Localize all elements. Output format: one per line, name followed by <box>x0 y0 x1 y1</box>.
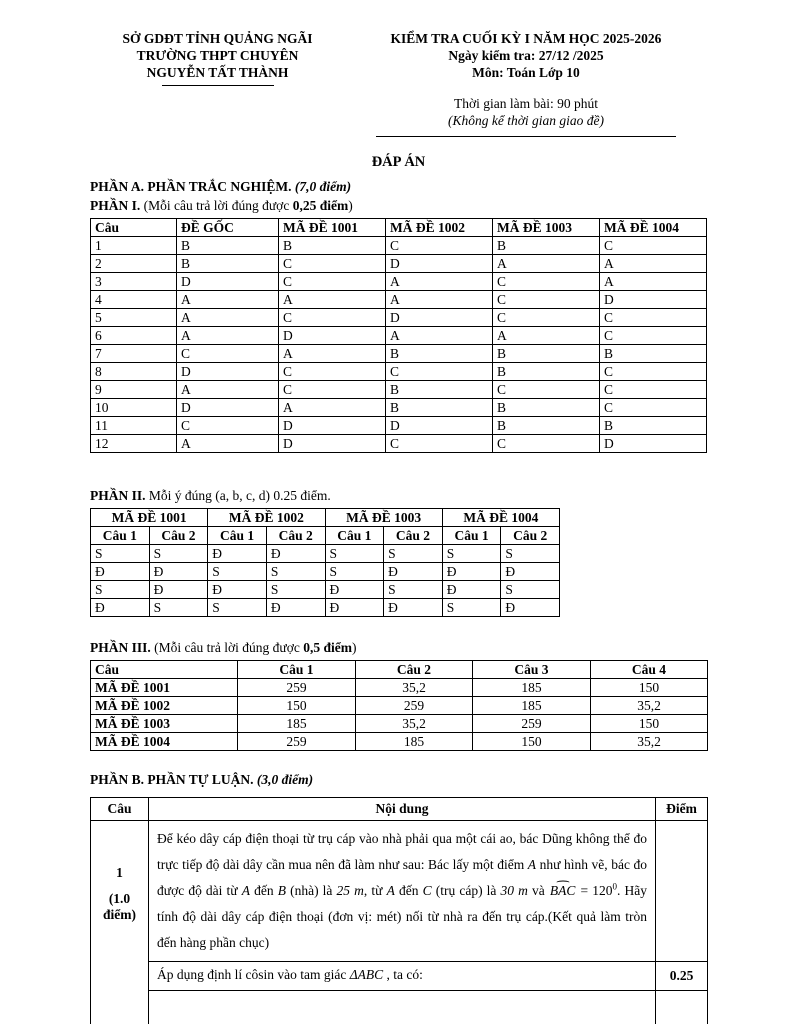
page-title: ĐÁP ÁN <box>371 154 426 170</box>
part-1-desc-points: 0,25 điểm <box>292 198 349 213</box>
table-cell: B <box>493 237 600 255</box>
table-row <box>91 581 560 599</box>
problem-text: (trụ cáp) là <box>431 883 501 898</box>
table-row <box>91 381 707 399</box>
table-cell: A <box>177 327 279 345</box>
part-3-heading <box>90 639 707 657</box>
col-header-cau: Câu <box>91 219 177 237</box>
col-header-cau1: Câu 1 <box>238 661 356 679</box>
math-point-b: B <box>277 883 286 898</box>
table-cell: Đ <box>208 581 267 599</box>
sub-header-cau2: Câu 2 <box>384 527 443 545</box>
problem-text: (nhà) là <box>285 883 337 898</box>
table-cell: Đ <box>149 563 208 581</box>
part3-table-body <box>91 679 708 751</box>
table-cell: C <box>493 291 600 309</box>
group-header-ma-de-1002: MÃ ĐỀ 1002 <box>208 509 325 527</box>
table-cell: S <box>384 545 443 563</box>
sub-header-cau1: Câu 1 <box>325 527 384 545</box>
table-cell: S <box>149 545 208 563</box>
solution-text: Áp dụng định lí côsin vào tam giác <box>157 967 350 982</box>
exam-date: Ngày kiểm tra: 27/12 /2025 <box>448 48 604 63</box>
solution-row <box>91 962 708 991</box>
table-cell: S <box>266 563 325 581</box>
continuation-row <box>91 991 708 1024</box>
math-length-30m: 30 m <box>500 883 528 898</box>
table-cell: 5 <box>91 309 177 327</box>
department-name: SỞ GDĐT TỈNH QUẢNG NGÃI <box>122 31 313 46</box>
part-a-heading <box>90 178 707 196</box>
table-cell: D <box>386 255 493 273</box>
school-name-line2: NGUYỄN TẤT THÀNH <box>146 65 289 80</box>
part-2-heading <box>90 487 707 505</box>
part2-table-body <box>91 545 560 617</box>
table-cell: S <box>442 545 501 563</box>
table-cell: 4 <box>91 291 177 309</box>
col-header-ma-de-1002: MÃ ĐỀ 1002 <box>386 219 493 237</box>
col-header-cau: Câu <box>91 661 238 679</box>
math-point-a: A <box>241 883 250 898</box>
table-header-row <box>91 219 707 237</box>
table-cell: 35,2 <box>591 733 708 751</box>
table-cell: A <box>386 273 493 291</box>
part3-answer-table <box>90 660 708 751</box>
table-row <box>91 435 707 453</box>
table-cell: 35,2 <box>591 697 708 715</box>
table-cell: S <box>325 545 384 563</box>
table-cell: A <box>600 273 707 291</box>
table-cell: 185 <box>238 715 356 733</box>
table-cell: C <box>600 309 707 327</box>
math-superscript-0: 0 <box>612 881 618 892</box>
part2-answer-table <box>90 508 560 617</box>
table-cell: S <box>501 545 560 563</box>
table-row <box>91 697 708 715</box>
exam-duration: Thời gian làm bài: 90 phút <box>454 96 598 111</box>
solution-points: 0.25 <box>656 962 708 991</box>
table-cell: D <box>386 417 493 435</box>
part-3-label: PHẦN III. <box>90 640 151 655</box>
table-cell: D <box>177 273 279 291</box>
table-cell: C <box>493 273 600 291</box>
table-cell: C <box>279 309 386 327</box>
table-cell: B <box>386 399 493 417</box>
table-cell: Đ <box>91 563 150 581</box>
math-triangle-abc: ΔABC <box>349 967 384 982</box>
table-row <box>91 599 560 617</box>
col-header-ma-de-1004: MÃ ĐỀ 1004 <box>600 219 707 237</box>
table-cell: 9 <box>91 381 177 399</box>
table-cell: A <box>279 345 386 363</box>
table-row <box>91 273 707 291</box>
part-3-desc-pre: (Mỗi câu trả lời đúng được <box>150 640 304 655</box>
table-cell: MÃ ĐỀ 1004 <box>91 733 238 751</box>
table-cell: 150 <box>591 679 708 697</box>
table-cell: A <box>493 327 600 345</box>
table-cell: C <box>177 417 279 435</box>
math-equals-120: = 120 <box>576 883 613 898</box>
table-cell: 1 <box>91 237 177 255</box>
part-a-points: (7,0 điểm) <box>291 179 352 194</box>
table-row <box>91 363 707 381</box>
part-1-desc-pre: (Mỗi câu trả lời đúng được <box>140 198 293 213</box>
question-number: 1 <box>116 864 123 880</box>
table-cell: 150 <box>473 733 591 751</box>
exam-note: (Không kể thời gian giao đề) <box>447 113 605 128</box>
table-cell: C <box>493 381 600 399</box>
table-cell: Đ <box>266 599 325 617</box>
table-cell: 12 <box>91 435 177 453</box>
table-cell: 11 <box>91 417 177 435</box>
table-cell: A <box>493 255 600 273</box>
table-cell: C <box>386 237 493 255</box>
table-header-row <box>91 798 708 821</box>
part-b-essay-table <box>90 797 708 1024</box>
solution-text: , ta có: <box>383 967 423 982</box>
table-row <box>91 255 707 273</box>
table-cell: Đ <box>384 563 443 581</box>
group-header-ma-de-1001: MÃ ĐỀ 1001 <box>91 509 208 527</box>
school-info-block <box>90 30 345 86</box>
table-cell: B <box>279 237 386 255</box>
table-cell: Đ <box>442 581 501 599</box>
problem-text: và <box>527 883 549 898</box>
table-cell: C <box>279 255 386 273</box>
table-cell: 150 <box>591 715 708 733</box>
table-cell: C <box>279 273 386 291</box>
table-cell: 8 <box>91 363 177 381</box>
table-row <box>91 679 708 697</box>
part-1-heading <box>90 197 707 215</box>
table-row <box>91 417 707 435</box>
table-cell: Đ <box>325 599 384 617</box>
part-b-heading <box>90 771 707 789</box>
table-cell: A <box>279 399 386 417</box>
question-number-cell <box>91 821 149 1024</box>
table-cell: 259 <box>356 697 473 715</box>
table-cell: C <box>600 381 707 399</box>
table-cell: MÃ ĐỀ 1001 <box>91 679 238 697</box>
table-cell: B <box>493 399 600 417</box>
table-cell: D <box>600 291 707 309</box>
table-cell: 6 <box>91 327 177 345</box>
table-row <box>91 309 707 327</box>
table-cell: Đ <box>501 563 560 581</box>
table-cell: 3 <box>91 273 177 291</box>
table-row <box>91 399 707 417</box>
table-row <box>91 237 707 255</box>
part1-answer-table <box>90 218 707 453</box>
table-cell: S <box>325 563 384 581</box>
table-cell: C <box>279 381 386 399</box>
table-cell: D <box>386 309 493 327</box>
part-b-title: PHẦN B. PHẦN TỰ LUẬN. <box>90 772 254 787</box>
table-cell: Đ <box>266 545 325 563</box>
exam-subject: Môn: Toán Lớp 10 <box>472 65 580 80</box>
table-cell: B <box>177 255 279 273</box>
col-header-cau3: Câu 3 <box>473 661 591 679</box>
table-cell: S <box>501 581 560 599</box>
math-point-a: A <box>527 857 537 872</box>
col-header-de-goc: ĐỀ GỐC <box>177 219 279 237</box>
continuation-cell <box>656 991 708 1024</box>
table-cell: A <box>177 381 279 399</box>
math-point-a: A <box>386 883 395 898</box>
table-cell: S <box>149 599 208 617</box>
sub-header-cau2: Câu 2 <box>501 527 560 545</box>
group-header-ma-de-1003: MÃ ĐỀ 1003 <box>325 509 442 527</box>
table-header-row <box>91 661 708 679</box>
table-cell: Đ <box>149 581 208 599</box>
points-cell-empty <box>656 821 708 962</box>
sub-header-cau2: Câu 2 <box>266 527 325 545</box>
table-cell: D <box>177 399 279 417</box>
table-cell: A <box>279 291 386 309</box>
table-cell: C <box>177 345 279 363</box>
table-cell: D <box>279 327 386 345</box>
table-cell: 259 <box>238 733 356 751</box>
question-row <box>91 821 708 962</box>
table-cell: D <box>279 417 386 435</box>
table-cell: B <box>493 417 600 435</box>
part-a-title: PHẦN A. PHẦN TRẮC NGHIỆM. <box>90 179 292 194</box>
table-row <box>91 327 707 345</box>
exam-info-block <box>345 30 707 137</box>
problem-text: như hình vẽ, bác đo được độ dài từ <box>157 857 647 898</box>
table-cell: Đ <box>442 563 501 581</box>
school-name-line1: TRƯỜNG THPT CHUYÊN <box>136 48 299 63</box>
table-cell: B <box>600 417 707 435</box>
table-cell: 35,2 <box>356 679 473 697</box>
part-3-desc-points: 0,5 điểm <box>303 640 352 655</box>
table-cell: D <box>279 435 386 453</box>
question-points: (1.0 điểm) <box>103 890 136 922</box>
table-cell: A <box>600 255 707 273</box>
problem-text: . Hãy tính độ dài dây cáp điện thoại (đơn vị: mét) nối từ nhà ra đến trụ cáp.(Kết quả làm tròn đến hàng phần chục) <box>157 883 647 950</box>
table-cell: S <box>91 545 150 563</box>
table-cell: S <box>208 599 267 617</box>
col-header-cau2: Câu 2 <box>356 661 473 679</box>
continuation-cell <box>149 991 656 1024</box>
exam-title: KIỂM TRA CUỐI KỲ I NĂM HỌC 2025-2026 <box>390 31 662 46</box>
table-cell: S <box>442 599 501 617</box>
table-cell: MÃ ĐỀ 1003 <box>91 715 238 733</box>
table-cell: C <box>386 363 493 381</box>
table-cell: A <box>177 291 279 309</box>
group-header-ma-de-1004: MÃ ĐỀ 1004 <box>442 509 559 527</box>
part-2-desc: Mỗi ý đúng (a, b, c, d) 0.25 điểm. <box>145 488 331 503</box>
table-cell: B <box>493 363 600 381</box>
table-cell: D <box>177 363 279 381</box>
table-cell: 35,2 <box>356 715 473 733</box>
exam-divider-rule <box>376 136 676 137</box>
problem-statement <box>149 821 656 962</box>
col-header-ma-de-1003: MÃ ĐỀ 1003 <box>493 219 600 237</box>
table-cell: S <box>91 581 150 599</box>
problem-text: đến <box>249 883 278 898</box>
table-row <box>91 545 560 563</box>
table-cell: Đ <box>384 599 443 617</box>
table-cell: A <box>177 309 279 327</box>
table-cell: 185 <box>473 697 591 715</box>
table-row <box>91 715 708 733</box>
sub-header-row <box>91 527 560 545</box>
table-cell: B <box>600 345 707 363</box>
table-cell: 150 <box>238 697 356 715</box>
table-row <box>91 345 707 363</box>
table-cell: C <box>600 363 707 381</box>
table-cell: 259 <box>473 715 591 733</box>
table-cell: 185 <box>356 733 473 751</box>
group-header-row <box>91 509 560 527</box>
col-header-diem: Điểm <box>656 798 708 821</box>
table-row <box>91 733 708 751</box>
table-cell: B <box>177 237 279 255</box>
part-b-points: (3,0 điểm) <box>253 772 314 787</box>
col-header-cau: Câu <box>91 798 149 821</box>
math-point-c: C <box>422 883 432 898</box>
problem-text: Để kéo dây cáp điện thoại từ trụ cáp vào nhà phải qua một cái ao, bác Dũng không thể đo trực tiếp độ dài dây cần mua nên đã làm như sau: Bác lấy một điểm <box>157 831 647 872</box>
table-cell: C <box>600 399 707 417</box>
sub-header-cau1: Câu 1 <box>442 527 501 545</box>
table-cell: B <box>493 345 600 363</box>
table-cell: C <box>493 309 600 327</box>
problem-text: , từ <box>363 883 387 898</box>
table-cell: 185 <box>473 679 591 697</box>
sub-header-cau2: Câu 2 <box>149 527 208 545</box>
sub-header-cau1: Câu 1 <box>208 527 267 545</box>
table-cell: 2 <box>91 255 177 273</box>
table-cell: Đ <box>501 599 560 617</box>
table-cell: 10 <box>91 399 177 417</box>
document-header <box>90 30 707 137</box>
table-cell: Đ <box>208 545 267 563</box>
problem-text: đến <box>394 883 423 898</box>
sub-header-cau1: Câu 1 <box>91 527 150 545</box>
solution-step <box>149 962 656 991</box>
table-cell: S <box>208 563 267 581</box>
table-cell: B <box>386 345 493 363</box>
part1-table-body <box>91 237 707 453</box>
table-cell: C <box>600 327 707 345</box>
col-header-cau4: Câu 4 <box>591 661 708 679</box>
table-cell: C <box>493 435 600 453</box>
part-1-desc-post: ) <box>348 198 353 213</box>
table-cell: 7 <box>91 345 177 363</box>
table-cell: 259 <box>238 679 356 697</box>
school-divider-rule <box>162 85 274 86</box>
table-cell: Đ <box>91 599 150 617</box>
col-header-ma-de-1001: MÃ ĐỀ 1001 <box>279 219 386 237</box>
part-1-label: PHẦN I. <box>90 198 141 213</box>
table-cell: C <box>279 363 386 381</box>
table-cell: A <box>177 435 279 453</box>
table-cell: Đ <box>325 581 384 599</box>
table-row <box>91 291 707 309</box>
col-header-noi-dung: Nội dung <box>149 798 656 821</box>
table-cell: MÃ ĐỀ 1002 <box>91 697 238 715</box>
math-angle-bac: ⌢ BAC <box>549 878 577 904</box>
table-cell: A <box>386 327 493 345</box>
table-cell: A <box>386 291 493 309</box>
table-cell: D <box>600 435 707 453</box>
part-2-label: PHẦN II. <box>90 488 146 503</box>
table-cell: S <box>384 581 443 599</box>
table-cell: S <box>266 581 325 599</box>
table-cell: C <box>386 435 493 453</box>
table-cell: C <box>600 237 707 255</box>
table-row <box>91 563 560 581</box>
part-3-desc-post: ) <box>351 640 357 655</box>
math-length-25m: 25 m <box>336 883 364 898</box>
table-cell: B <box>386 381 493 399</box>
